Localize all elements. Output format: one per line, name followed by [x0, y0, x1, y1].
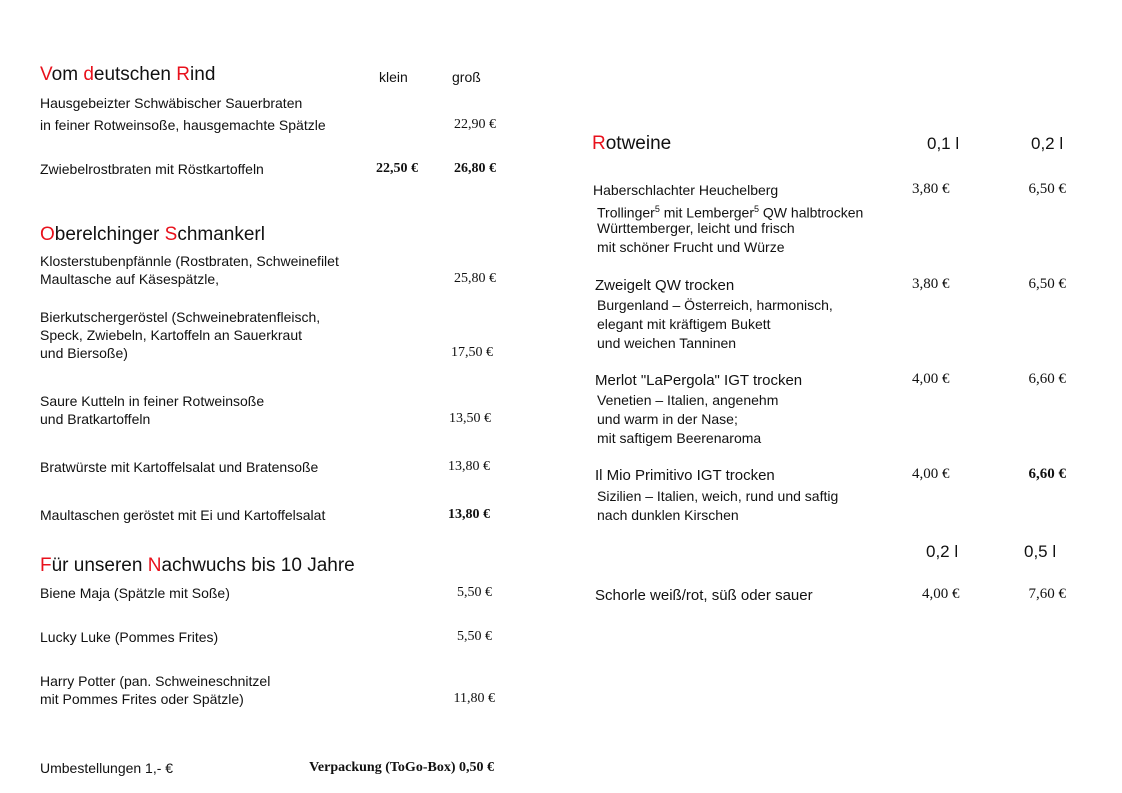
- title-initial: R: [176, 64, 191, 85]
- menu-item-line: und Bratkartoffeln: [40, 411, 151, 427]
- wine-description-line: Venetien – Italien, angenehm: [597, 392, 779, 408]
- menu-item-line: Maultaschen geröstet mit Ei und Kartoffelsalat: [40, 507, 326, 523]
- wine-description-line: elegant mit kräftigem Bukett: [597, 316, 771, 332]
- price-0-2l: 6,50 €: [1028, 276, 1066, 292]
- price: 5,50 €: [457, 585, 492, 600]
- title-initial: d: [83, 64, 94, 85]
- price-large: 26,80 €: [454, 161, 496, 176]
- price: 11,80 €: [453, 691, 495, 706]
- section-title-red-wines: [592, 133, 671, 155]
- footnote-mark: 5: [754, 204, 760, 214]
- section-title-kids: [40, 555, 355, 577]
- wine-description-line: mit schöner Frucht und Würze: [597, 239, 785, 255]
- menu-item-line: Biene Maja (Spätzle mit Soße): [40, 585, 230, 601]
- wine-description-line: und weichen Tanninen: [597, 335, 737, 351]
- column-header-large: groß: [452, 69, 481, 85]
- grape-text: QW halbtrocken: [759, 204, 864, 221]
- column-header-0-1l: 0,1 l: [927, 134, 960, 153]
- section-title-beef: [40, 64, 215, 86]
- price-large: 22,90 €: [454, 117, 496, 132]
- title-part: achwuchs bis 10 Jahre: [161, 555, 355, 576]
- price: 13,80 €: [448, 459, 490, 474]
- menu-item-line: Maultasche auf Käsespätzle,: [40, 271, 219, 287]
- title-part: om: [51, 64, 84, 85]
- title-part: berelchinger: [54, 224, 165, 245]
- menu-item-line: Klosterstubenpfännle (Rostbraten, Schweinefilet: [40, 253, 339, 269]
- menu-item-line: mit Pommes Frites oder Spätzle): [40, 691, 244, 707]
- price-0-2l: 6,50 €: [1028, 181, 1066, 197]
- price-0-1l: 4,00 €: [912, 466, 950, 482]
- column-header-0-2l: 0,2 l: [1031, 134, 1064, 153]
- section-title-specialties: [40, 224, 265, 246]
- title-part: chmankerl: [177, 224, 265, 245]
- price-0-5l: 7,60 €: [1028, 586, 1066, 602]
- wine-description-line: nach dunklen Kirschen: [597, 507, 739, 523]
- menu-item-line: Harry Potter (pan. Schweineschnitzel: [40, 673, 271, 689]
- menu-item-line: Speck, Zwiebeln, Kartoffeln an Sauerkraut: [40, 327, 303, 343]
- wine-name: Zweigelt QW trocken: [595, 277, 735, 294]
- grape-text: mit Lemberger: [659, 204, 755, 221]
- title-initial: S: [164, 224, 178, 245]
- wine-description-line: Burgenland – Österreich, harmonisch,: [597, 297, 833, 313]
- title-initial: R: [592, 133, 606, 154]
- wine-name: Haberschlachter Heuchelberg: [593, 182, 779, 198]
- title-part: eutschen: [93, 64, 177, 85]
- wine-name: Il Mio Primitivo IGT trocken: [595, 467, 775, 484]
- price: 5,50 €: [457, 629, 492, 644]
- title-initial: V: [40, 64, 52, 85]
- grape-text: Trollinger: [597, 204, 655, 221]
- price-0-2l: 6,60 €: [1028, 466, 1066, 482]
- title-initial: F: [40, 555, 52, 576]
- menu-item-line: Bratwürste mit Kartoffelsalat und Bratensoße: [40, 459, 319, 475]
- menu-item-line: Hausgebeizter Schwäbischer Sauerbraten: [40, 95, 303, 111]
- wine-description-line: mit saftigem Beerenaroma: [597, 430, 762, 446]
- column-header-0-5l: 0,5 l: [1024, 542, 1057, 561]
- price-small: 22,50 €: [376, 161, 418, 176]
- menu-item-line: und Biersoße): [40, 345, 128, 361]
- price-0-1l: 3,80 €: [912, 276, 950, 292]
- title-initial: N: [147, 555, 162, 576]
- title-part: otweine: [605, 133, 672, 154]
- price: 17,50 €: [451, 345, 493, 360]
- wine-description-line: und warm in der Nase;: [597, 411, 738, 427]
- schorle-name: Schorle weiß/rot, süß oder sauer: [595, 587, 813, 604]
- title-initial: O: [40, 224, 55, 245]
- price-0-2l: 4,00 €: [922, 586, 960, 602]
- wine-description-line: Württemberger, leicht und frisch: [597, 220, 795, 236]
- reorder-fee: Umbestellungen 1,- €: [40, 760, 174, 776]
- price-0-2l: 6,60 €: [1028, 371, 1066, 387]
- price: 25,80 €: [454, 271, 496, 286]
- column-header-0-2l-schorle: 0,2 l: [926, 542, 959, 561]
- menu-item-line: Bierkutschergeröstel (Schweinebratenfleisch,: [40, 309, 321, 325]
- column-header-small: klein: [379, 69, 408, 85]
- price-0-1l: 3,80 €: [912, 181, 950, 197]
- title-part: ind: [190, 64, 216, 85]
- footnote-mark: 5: [654, 204, 660, 214]
- price: 13,50 €: [449, 411, 491, 426]
- price-0-1l: 4,00 €: [912, 371, 950, 387]
- price: 13,80 €: [448, 507, 490, 522]
- menu-item-line: Lucky Luke (Pommes Frites): [40, 629, 219, 645]
- wine-description-line: Sizilien – Italien, weich, rund und saftig: [597, 488, 839, 504]
- menu-item-line: in feiner Rotweinsoße, hausgemachte Spätzle: [40, 117, 326, 133]
- title-part: ür unseren: [51, 555, 148, 576]
- menu-item-line: Zwiebelrostbraten mit Röstkartoffeln: [40, 161, 264, 177]
- packaging-fee: Verpackung (ToGo-Box) 0,50 €: [309, 760, 494, 775]
- wine-name: Merlot "LaPergola" IGT trocken: [595, 372, 803, 389]
- menu-item-line: Saure Kutteln in feiner Rotweinsoße: [40, 393, 265, 409]
